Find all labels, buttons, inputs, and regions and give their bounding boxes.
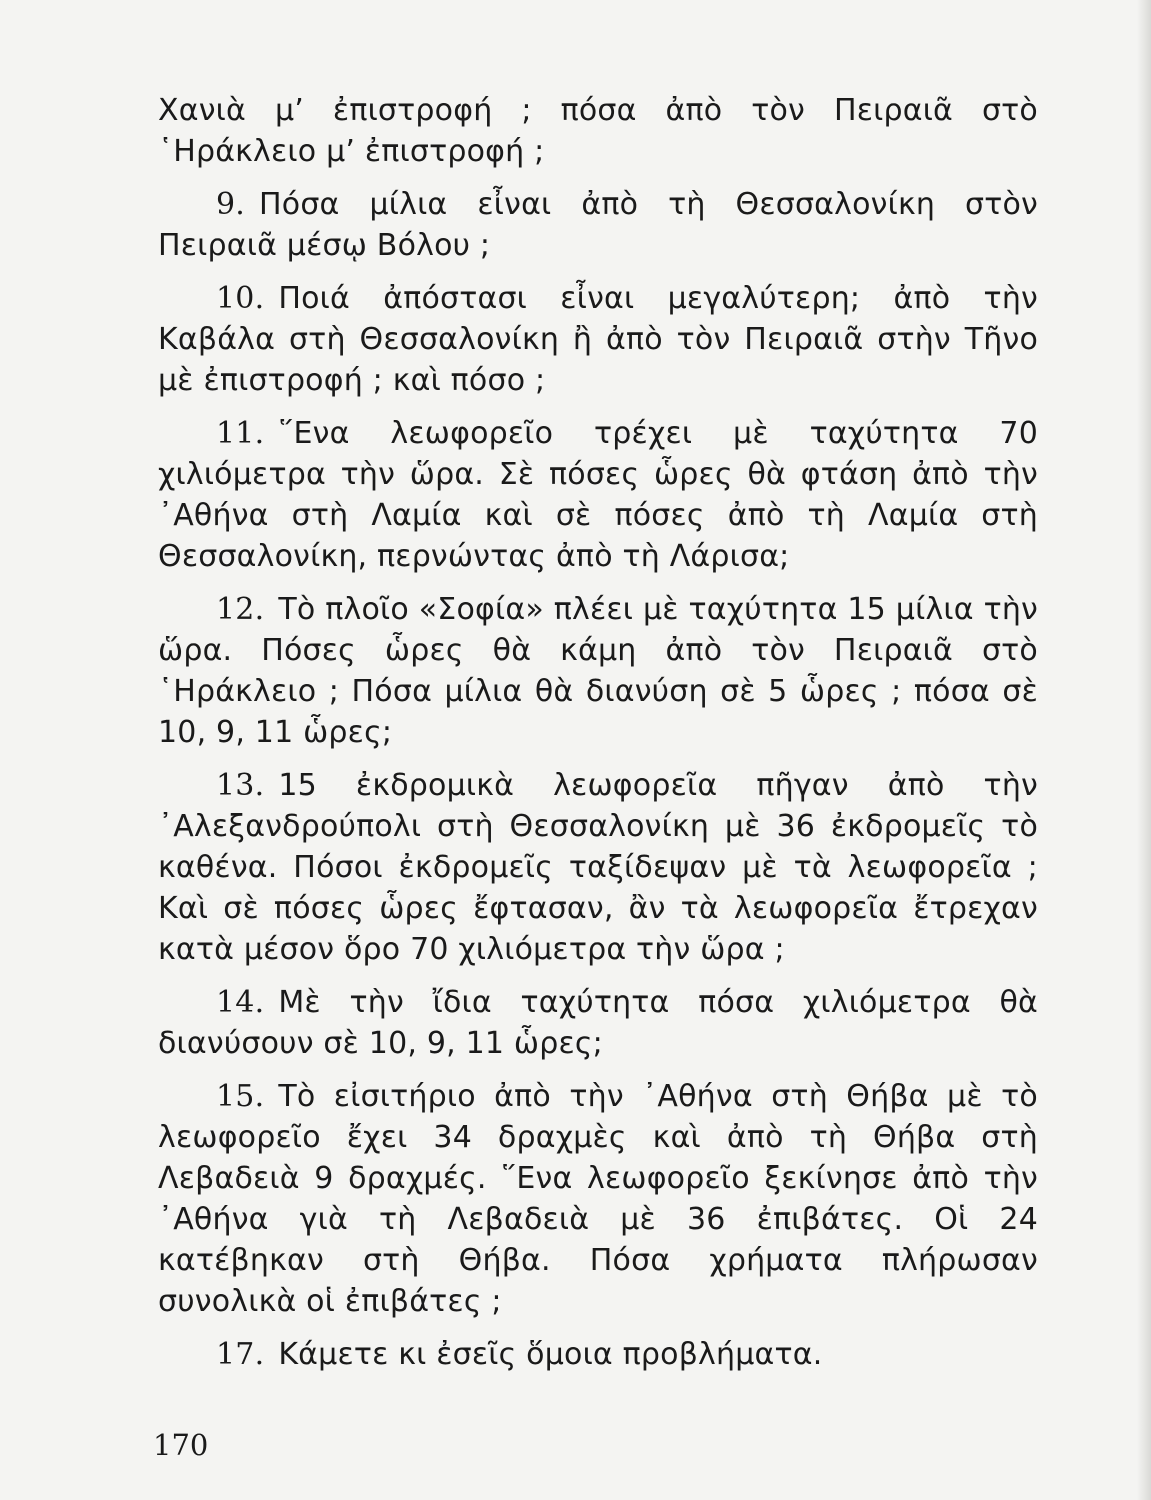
page-edge-shadow xyxy=(1137,0,1151,1500)
problem-10 xyxy=(158,278,1038,401)
problem-text: Ποιά ἀπόστασι εἶναι μεγαλύτερη; ἀπὸ τὴν Καβάλα στὴ Θεσσαλονίκη ἢ ἀπὸ τὸν Πειραιᾶ στὴν Τῆνο μὲ ἐπιστροφή ; καὶ πόσο ; xyxy=(158,281,1038,398)
problem-text: Μὲ τὴν ἴδια ταχύτητα πόσα χιλιόμετρα θὰ διανύσουν σὲ 10, 9, 11 ὧρες; xyxy=(158,985,1038,1061)
problem-text: Τὸ πλοῖο «Σοφία» πλέει μὲ ταχύτητα 15 μίλια τὴν ὥρα. Πόσες ὧρες θὰ κάμη ἀπὸ τὸν Πειραιᾶ στὸ ῾Ηράκλειο ; Πόσα μίλια θὰ διανύση σὲ 5 ὧρες ; πόσα σὲ 10, 9, 11 ὧρες; xyxy=(158,592,1038,750)
problem-text: Κάμετε κι ἐσεῖς ὅμοια προβλήματα. xyxy=(278,1337,823,1372)
problem-number: 17. xyxy=(216,1337,265,1372)
problem-text: ῞Ενα λεωφορεῖο τρέχει μὲ ταχύτητα 70 χιλιόμετρα τὴν ὥρα. Σὲ πόσες ὧρες θὰ φτάση ἀπὸ τὴν ᾽Αθήνα στὴ Λαμία καὶ σὲ πόσες ἀπὸ τὴ Λαμία στὴ Θεσσαλονίκη, περνώντας ἀπὸ τὴ Λάρισα; xyxy=(158,416,1038,574)
problem-17 xyxy=(158,1334,1038,1375)
intro-paragraph: Χανιὰ μ’ ἐπιστροφή ; πόσα ἀπὸ τὸν Πειραιᾶ στὸ ῾Ηράκλειο μ’ ἐπιστροφή ; xyxy=(158,93,1038,169)
problem-14 xyxy=(158,982,1038,1064)
problem-text: Τὸ εἰσιτήριο ἀπὸ τὴν ᾽Αθήνα στὴ Θήβα μὲ τὸ λεωφορεῖο ἔχει 34 δραχμὲς καὶ ἀπὸ τὴ Θήβα στὴ Λεβαδειὰ 9 δραχμές. ῞Ενα λεωφορεῖο ξεκίνησε ἀπὸ τὴν ᾽Αθήνα γιὰ τὴ Λεβαδειὰ μὲ 36 ἐπιβάτες. Οἱ 24 κατέβηκαν στὴ Θήβα. Πόσα χρήματα πλήρωσαν συνολικὰ οἱ ἐπιβάτες ; xyxy=(158,1079,1038,1319)
problem-text-block xyxy=(158,90,1038,1387)
problem-number: 15. xyxy=(216,1079,265,1114)
problem-text: Πόσα μίλια εἶναι ἀπὸ τὴ Θεσσαλονίκη στὸν Πειραιᾶ μέσῳ Βόλου ; xyxy=(158,187,1038,263)
problem-15 xyxy=(158,1076,1038,1322)
problem-text: 15 ἐκδρομικὰ λεωφορεῖα πῆγαν ἀπὸ τὴν ᾽Αλεξανδρούπολι στὴ Θεσσαλονίκη μὲ 36 ἐκδρομεῖς τὸ καθένα. Πόσοι ἐκδρομεῖς ταξίδεψαν μὲ τὰ λεωφορεῖα ; Καὶ σὲ πόσες ὧρες ἔφτασαν, ἂν τὰ λεωφορεῖα ἔτρεχαν κατὰ μέσον ὅρο 70 χιλιόμετρα τὴν ὥρα ; xyxy=(158,768,1038,967)
problem-number: 12. xyxy=(216,592,265,627)
page-number: 170 xyxy=(153,1428,209,1462)
problem-13 xyxy=(158,765,1038,970)
problem-number: 9. xyxy=(216,187,246,222)
problem-9 xyxy=(158,184,1038,266)
problem-12 xyxy=(158,589,1038,753)
problem-number: 14. xyxy=(216,985,265,1020)
problem-number: 10. xyxy=(216,281,265,316)
problem-number: 13. xyxy=(216,768,265,803)
problem-11 xyxy=(158,413,1038,577)
problem-number: 11. xyxy=(216,416,265,451)
